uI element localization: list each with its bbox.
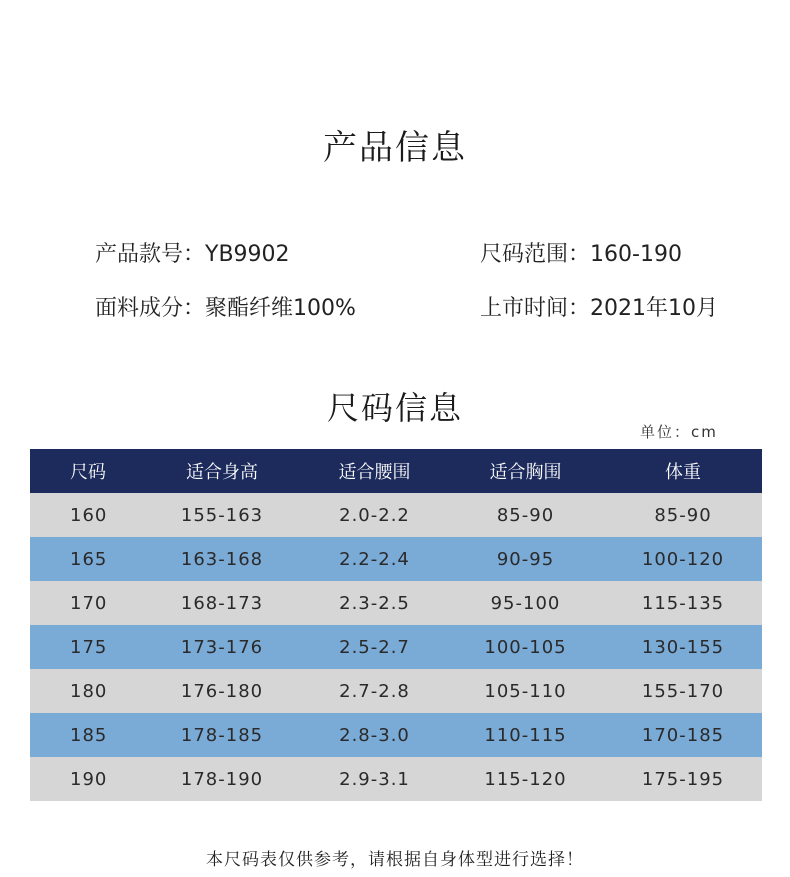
table-row bbox=[30, 625, 762, 669]
cell-waist: 2.7-2.8 bbox=[339, 680, 410, 702]
table-row bbox=[30, 713, 762, 757]
cell-height: 163-168 bbox=[180, 548, 264, 570]
table-row bbox=[30, 493, 762, 537]
header-weight: 体重 bbox=[665, 462, 701, 483]
cell-waist: 2.0-2.2 bbox=[339, 504, 410, 526]
launch-label: 上市时间： bbox=[480, 296, 591, 321]
unit-label: 单位：cm bbox=[640, 423, 718, 441]
size-range-label: 尺码范围： bbox=[480, 242, 591, 267]
fabric-value: 聚酯纤维100% bbox=[205, 296, 356, 321]
info-style-no bbox=[95, 237, 290, 268]
cell-waist: 2.9-3.1 bbox=[339, 768, 410, 790]
cell-weight: 175-195 bbox=[641, 768, 725, 790]
table-row bbox=[30, 757, 762, 801]
cell-chest: 85-90 bbox=[496, 504, 555, 526]
cell-size: 180 bbox=[70, 680, 108, 702]
cell-chest: 100-105 bbox=[484, 636, 567, 658]
header-height: 适合身高 bbox=[186, 462, 258, 483]
size-info-title: 尺码信息 bbox=[326, 389, 463, 427]
cell-height: 155-163 bbox=[180, 504, 264, 526]
product-info-title: 产品信息 bbox=[323, 128, 467, 168]
cell-height: 168-173 bbox=[180, 592, 264, 614]
cell-weight: 130-155 bbox=[641, 636, 725, 658]
cell-chest: 110-115 bbox=[484, 724, 567, 746]
header-size: 尺码 bbox=[70, 462, 106, 483]
cell-weight: 170-185 bbox=[641, 724, 725, 746]
size-range-value: 160-190 bbox=[590, 242, 682, 267]
info-fabric bbox=[95, 291, 356, 322]
cell-weight: 100-120 bbox=[641, 548, 725, 570]
cell-chest: 105-110 bbox=[484, 680, 567, 702]
cell-size: 175 bbox=[70, 636, 108, 658]
cell-size: 185 bbox=[70, 724, 108, 746]
cell-weight: 85-90 bbox=[654, 504, 712, 526]
fabric-label: 面料成分： bbox=[95, 296, 206, 321]
cell-size: 170 bbox=[70, 592, 108, 614]
cell-height: 173-176 bbox=[180, 636, 264, 658]
cell-waist: 2.8-3.0 bbox=[339, 724, 410, 746]
cell-chest: 90-95 bbox=[496, 548, 555, 570]
cell-waist: 2.5-2.7 bbox=[339, 636, 410, 658]
cell-height: 176-180 bbox=[180, 680, 264, 702]
cell-chest: 95-100 bbox=[490, 592, 561, 614]
cell-weight: 115-135 bbox=[641, 592, 725, 614]
table-row bbox=[30, 537, 762, 581]
cell-size: 165 bbox=[70, 548, 108, 570]
info-size-range bbox=[480, 237, 682, 268]
cell-height: 178-190 bbox=[180, 768, 264, 790]
cell-weight: 155-170 bbox=[641, 680, 725, 702]
cell-size: 160 bbox=[70, 504, 108, 526]
cell-waist: 2.3-2.5 bbox=[339, 592, 410, 614]
size-table bbox=[30, 449, 762, 801]
info-launch bbox=[480, 291, 718, 322]
cell-size: 190 bbox=[70, 768, 108, 790]
cell-height: 178-185 bbox=[180, 724, 264, 746]
footer-note: 本尺码表仅供参考，请根据自身体型进行选择！ bbox=[206, 850, 584, 870]
table-header bbox=[30, 449, 762, 493]
cell-chest: 115-120 bbox=[484, 768, 567, 790]
launch-value: 2021年10月 bbox=[590, 296, 718, 321]
header-waist: 适合腰围 bbox=[338, 462, 411, 483]
style-no-value: YB9902 bbox=[205, 242, 290, 267]
table-row bbox=[30, 581, 762, 625]
cell-waist: 2.2-2.4 bbox=[339, 548, 410, 570]
header-chest: 适合胸围 bbox=[489, 462, 562, 483]
style-no-label: 产品款号： bbox=[95, 242, 206, 267]
table-row bbox=[30, 669, 762, 713]
